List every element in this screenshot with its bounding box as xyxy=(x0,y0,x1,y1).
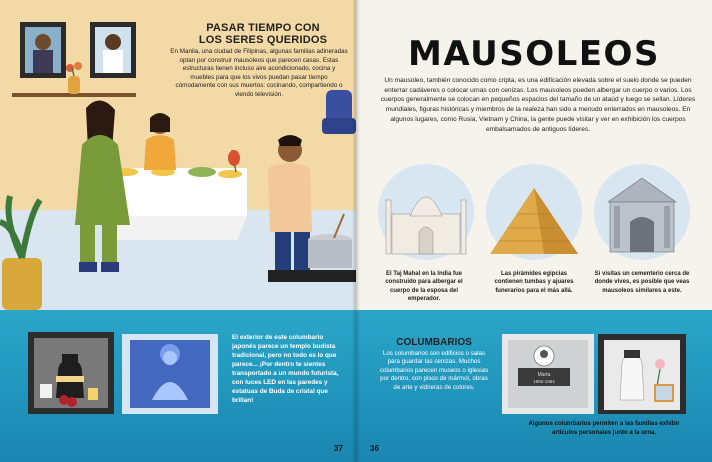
family-photos-illustration xyxy=(0,0,356,310)
japanese-columbarium-text: El exterior de este columbario japonés parece un templo budista tradicional, pero no todo es lo que parece... ¡Por dentro te sientes transportado a un mundo futurista, con luces LED en las paredes y estatuas de Buda de cristal que brillan! xyxy=(232,334,339,404)
plaque-dates: 1950-1984 xyxy=(533,379,555,384)
left-title-line1: PASAR TIEMPO CON xyxy=(206,22,320,34)
caption-pyramids: Las pirámides egipcias contienen tumbas y ajuares funerarios para el más allá. xyxy=(494,271,574,294)
mausoleum-illustration xyxy=(592,158,692,266)
caption-taj-mahal: El Taj Mahal en la India fue construido para albergar el cuerpo de la esposa del emperador. xyxy=(385,271,463,302)
left-body-text: En Manila, una ciudad de Filipinas, algunas familias adineradas optan por construir mausoleos que parecen casas. Estas estructuras tienen incluso aire acondicionado, cocina y muebles para que los vivos puedan pasar tiempo cómodamente con sus muertos: cocinando, compartiendo o viendo televisión. xyxy=(170,48,348,98)
left-title xyxy=(188,22,338,46)
plaque-name: Marta xyxy=(537,372,551,378)
taj-mahal-illustration xyxy=(376,158,476,266)
right-body-text: Un mausoleo, también conocido como cripta, es una edificación elevada sobre el suelo donde se pueden enterrar cadáveres o colocar urnas con cenizas. Los mausoleos pueden albergar un cuerpo o varios. Los cuerpos generalmente se colocan en pequeños espacios del tamaño de un ataúd y luego se sellan. Líderes mundiales, figuras históricas y miembros de la realeza han sido a menudo enterrados en mausoleos. En algunos lugares, como Rusia, Vietnam y China, la gente puede visitar y ver en exhibición los cuerpos embalsamados de antiguos líderes. xyxy=(380,77,696,133)
left-page-number: 37 xyxy=(334,444,343,453)
caption-mausoleum: Si visitas un cementerio cerca de donde vives, es posible que veas mausoleos similares a este. xyxy=(594,271,690,294)
urn-niche-illustration xyxy=(28,332,114,414)
right-page-number: 36 xyxy=(370,444,379,453)
columbarios-body: Los columbarios son edificios o salas para guardar las cenizas. Muchos columbarios parecen museos o iglesias por dentro, con pisos de mármol, obras de arte y vidrieras de colores. xyxy=(379,350,489,391)
page-title: MAUSOLEOS xyxy=(408,34,660,74)
buddha-niche-illustration xyxy=(122,334,218,414)
columbarios-title: COLUMBARIOS xyxy=(396,337,472,348)
book-gutter xyxy=(352,0,360,462)
pyramid-illustration xyxy=(484,158,584,266)
personal-items-niche-illustration xyxy=(598,334,686,414)
columbarios-caption: Algunos columbarios permiten a las familias exhibir artículos personales junto a la urna. xyxy=(528,420,680,436)
right-page xyxy=(356,0,712,462)
memorial-plaque-illustration xyxy=(502,334,594,414)
left-title-line2: LOS SERES QUERIDOS xyxy=(198,34,328,46)
